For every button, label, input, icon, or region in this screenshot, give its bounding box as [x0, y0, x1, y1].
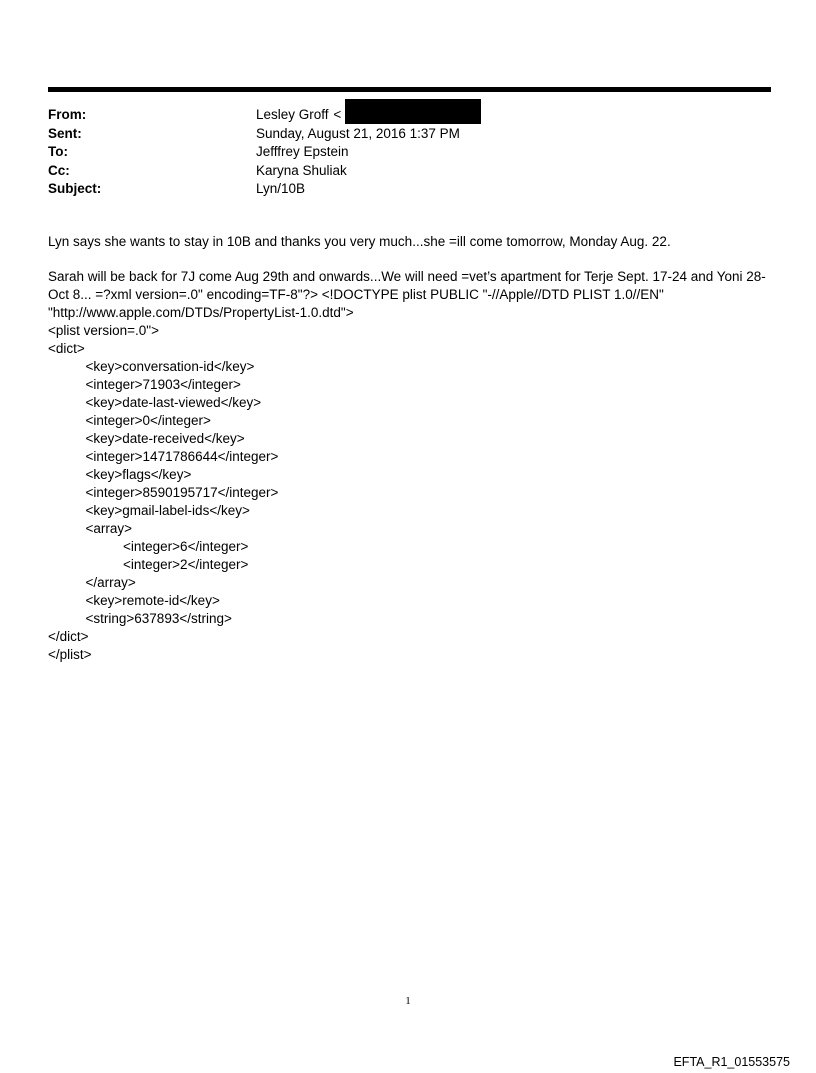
body-line: <string>637893</string>	[48, 611, 232, 626]
body-line: </dict>	[48, 629, 89, 644]
cc-row	[48, 162, 771, 181]
body-paragraph: Lyn says she wants to stay in 10B and thanks you very much...she =ill come tomorrow, Monday Aug. 22.	[48, 234, 671, 249]
body-lines	[48, 268, 778, 664]
from-value	[256, 106, 481, 125]
cc-label: Cc:	[48, 162, 70, 178]
to-row	[48, 143, 771, 162]
body-line: Oct 8... =?xml version=.0" encoding=TF-8"?> <!DOCTYPE plist PUBLIC "-//Apple//DTD PLIST 1.0//EN"	[48, 287, 664, 302]
to-label: To:	[48, 144, 68, 159]
body-line: <key>remote-id</key>	[48, 593, 220, 608]
from-row	[48, 106, 771, 125]
body-line: <key>gmail-label-ids</key>	[48, 503, 250, 518]
body-line: <key>date-received</key>	[48, 431, 245, 446]
body-line: "http://www.apple.com/DTDs/PropertyList-1.0.dtd">	[48, 305, 354, 320]
from-name: Lesley Groff	[256, 107, 329, 122]
body-line: <integer>6</integer>	[48, 539, 249, 554]
subject-label: Subject:	[48, 181, 102, 196]
redaction-box	[345, 99, 481, 124]
subject-value: Lyn/10B	[256, 181, 306, 196]
subject-row	[48, 180, 771, 199]
body-line: Sarah will be back for 7J come Aug 29th and onwards...We will need =vet’s apartment for Terje Sept. 17-24 and Yoni 28-	[48, 269, 766, 284]
body-line: </array>	[48, 575, 136, 590]
document-id: EFTA_R1_01553575	[673, 1055, 790, 1069]
body-line: <integer>1471786644</integer>	[48, 449, 279, 464]
sent-row	[48, 125, 771, 144]
body-line: <plist version=.0">	[48, 323, 159, 338]
email-header	[48, 106, 771, 199]
body-line: <dict>	[48, 341, 85, 356]
page-number: 1	[405, 995, 411, 1007]
header-divider	[48, 87, 771, 92]
sent-label: Sent:	[48, 125, 82, 141]
body-line: </plist>	[48, 647, 92, 662]
email-body	[48, 233, 778, 664]
sent-value: Sunday, August 21, 2016 1:37 PM	[256, 125, 460, 141]
body-line: <key>flags</key>	[48, 467, 192, 482]
body-line: <integer>71903</integer>	[48, 377, 241, 392]
from-label: From:	[48, 107, 87, 122]
body-line: <array>	[48, 521, 133, 536]
body-line: <integer>0</integer>	[48, 413, 211, 428]
to-value: Jefffrey Epstein	[256, 144, 349, 159]
body-line: <integer>2</integer>	[48, 557, 249, 572]
body-line: <key>conversation-id</key>	[48, 359, 255, 374]
body-line: <key>date-last-viewed</key>	[48, 395, 262, 410]
from-bracket: <	[333, 107, 342, 122]
body-line: <integer>8590195717</integer>	[48, 485, 279, 500]
cc-value: Karyna Shuliak	[256, 162, 347, 178]
